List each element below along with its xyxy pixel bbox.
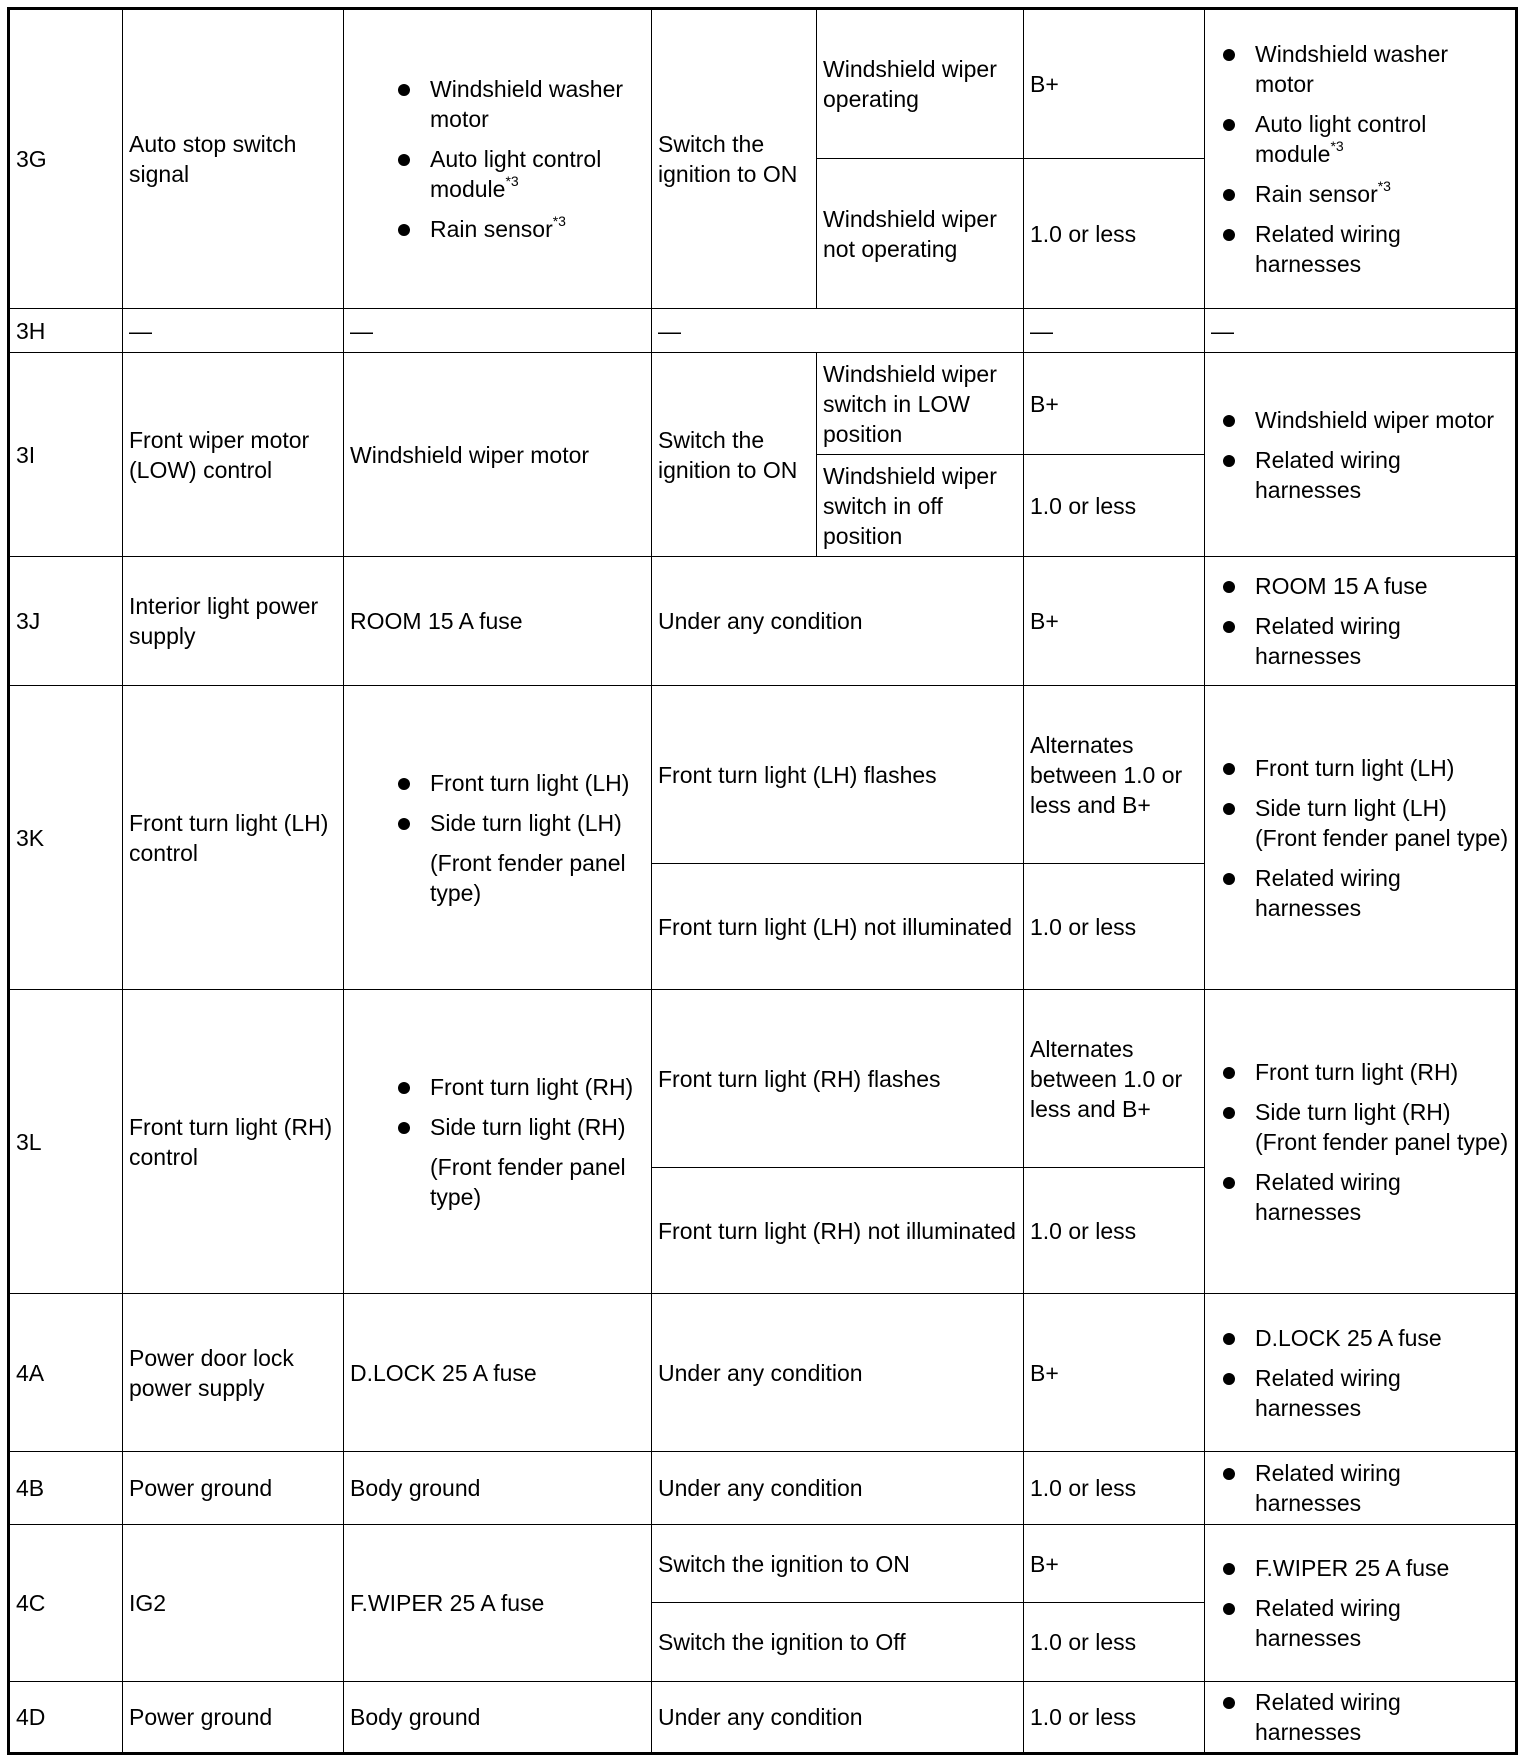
inspection-item-cell bbox=[1205, 686, 1517, 990]
connected-to-cell bbox=[344, 990, 652, 1294]
sub-condition-cell: Windshield wiper switch in off position bbox=[817, 455, 1024, 557]
connected-to-cell: — bbox=[344, 309, 652, 353]
terminal-cell: 4A bbox=[9, 1294, 123, 1452]
inspection-item-cell bbox=[1205, 1294, 1517, 1452]
list-item: Side turn light (RH) (Front fender panel type) bbox=[1211, 1097, 1509, 1157]
signal-name-cell: IG2 bbox=[123, 1525, 344, 1682]
voltage-cell: 1.0 or less bbox=[1024, 1682, 1205, 1754]
list-item: Related wiring harnesses bbox=[1211, 1167, 1509, 1227]
connected-to-cell: F.WIPER 25 A fuse bbox=[344, 1525, 652, 1682]
list-item: Front turn light (LH) bbox=[350, 768, 645, 798]
voltage-cell: B+ bbox=[1024, 557, 1205, 686]
measurement-condition-cell: Under any condition bbox=[652, 557, 1024, 686]
voltage-cell: B+ bbox=[1024, 1525, 1205, 1603]
terminal-voltage-table bbox=[7, 7, 1518, 1755]
note-text: (Front fender panel type) bbox=[430, 1153, 626, 1210]
terminal-cell: 3I bbox=[9, 353, 123, 557]
sub-condition-cell: Windshield wiper operating bbox=[817, 9, 1024, 159]
terminal-cell: 3J bbox=[9, 557, 123, 686]
sub-condition-cell: Windshield wiper switch in LOW position bbox=[817, 353, 1024, 455]
sub-condition-cell: Windshield wiper not operating bbox=[817, 159, 1024, 309]
table-row bbox=[9, 1682, 1517, 1754]
voltage-cell: 1.0 or less bbox=[1024, 1168, 1205, 1294]
measurement-condition-cell: Under any condition bbox=[652, 1682, 1024, 1754]
connected-to-cell: ROOM 15 A fuse bbox=[344, 557, 652, 686]
measurement-condition-cell: Under any condition bbox=[652, 1452, 1024, 1525]
voltage-cell: B+ bbox=[1024, 9, 1205, 159]
terminal-cell: 4B bbox=[9, 1452, 123, 1525]
list-item: Related wiring harnesses bbox=[1211, 1458, 1509, 1518]
list-item: Windshield washer motor bbox=[350, 74, 645, 134]
connected-to-cell: Body ground bbox=[344, 1452, 652, 1525]
table-row bbox=[9, 9, 1517, 159]
list-item: Rain sensor$^{*3}$ bbox=[1211, 179, 1509, 209]
list-item: Front turn light (RH) bbox=[1211, 1057, 1509, 1087]
list-item: Related wiring harnesses bbox=[1211, 1687, 1509, 1747]
voltage-cell: 1.0 or less bbox=[1024, 864, 1205, 990]
voltage-cell: 1.0 or less bbox=[1024, 1452, 1205, 1525]
list-item: F.WIPER 25 A fuse bbox=[1211, 1553, 1509, 1583]
table-row bbox=[9, 1294, 1517, 1452]
list-item: Related wiring harnesses bbox=[1211, 219, 1509, 279]
voltage-cell: — bbox=[1024, 309, 1205, 353]
inspection-item-cell bbox=[1205, 353, 1517, 557]
list-item: Related wiring harnesses bbox=[1211, 1593, 1509, 1653]
list-item: Windshield washer motor bbox=[1211, 39, 1509, 99]
list-item: Auto light control module$^{*3}$ bbox=[350, 144, 645, 204]
connected-to-cell bbox=[344, 686, 652, 990]
voltage-cell: 1.0 or less bbox=[1024, 455, 1205, 557]
measurement-condition-cell: Front turn light (LH) not illuminated bbox=[652, 864, 1024, 990]
note-text: (Front fender panel type) bbox=[430, 849, 626, 906]
voltage-cell: 1.0 or less bbox=[1024, 159, 1205, 309]
voltage-cell: 1.0 or less bbox=[1024, 1603, 1205, 1682]
connected-to-cell bbox=[344, 9, 652, 309]
inspection-item-cell bbox=[1205, 557, 1517, 686]
inspection-item-cell bbox=[1205, 1682, 1517, 1754]
terminal-cell: 3H bbox=[9, 309, 123, 353]
measurement-condition-cell: Front turn light (LH) flashes bbox=[652, 686, 1024, 864]
inspection-item-cell bbox=[1205, 990, 1517, 1294]
measurement-condition-cell: Front turn light (RH) flashes bbox=[652, 990, 1024, 1168]
signal-name-cell: Front turn light (RH) control bbox=[123, 990, 344, 1294]
measurement-condition-cell: Switch the ignition to ON bbox=[652, 1525, 1024, 1603]
list-item: Related wiring harnesses bbox=[1211, 1363, 1509, 1423]
inspection-item-cell bbox=[1205, 1525, 1517, 1682]
signal-name-cell: Power ground bbox=[123, 1452, 344, 1525]
measurement-condition-cell: — bbox=[652, 309, 1024, 353]
table-row bbox=[9, 557, 1517, 686]
list-item: Related wiring harnesses bbox=[1211, 445, 1509, 505]
signal-name-cell: Power door lock power supply bbox=[123, 1294, 344, 1452]
list-item: Auto light control module$^{*3}$ bbox=[1211, 109, 1509, 169]
terminal-cell: 3G bbox=[9, 9, 123, 309]
voltage-cell: Alternates between 1.0 or less and B+ bbox=[1024, 990, 1205, 1168]
list-item: Related wiring harnesses bbox=[1211, 611, 1509, 671]
measurement-condition-cell: Switch the ignition to Off bbox=[652, 1603, 1024, 1682]
connected-to-cell: Body ground bbox=[344, 1682, 652, 1754]
list-item: D.LOCK 25 A fuse bbox=[1211, 1323, 1509, 1353]
terminal-cell: 4D bbox=[9, 1682, 123, 1754]
terminal-cell: 3K bbox=[9, 686, 123, 990]
list-item: Windshield wiper motor bbox=[1211, 405, 1509, 435]
table-row bbox=[9, 309, 1517, 353]
terminal-cell: 4C bbox=[9, 1525, 123, 1682]
signal-name-cell: Front wiper motor (LOW) control bbox=[123, 353, 344, 557]
signal-name-cell: — bbox=[123, 309, 344, 353]
list-item: Side turn light (LH) (Front fender panel type) bbox=[1211, 793, 1509, 853]
list-item: Front turn light (RH) bbox=[350, 1072, 645, 1102]
table-row bbox=[9, 1452, 1517, 1525]
measurement-condition-cell: Front turn light (RH) not illuminated bbox=[652, 1168, 1024, 1294]
list-item: Side turn light (RH) bbox=[350, 1112, 645, 1142]
list-item: Rain sensor$^{*3}$ bbox=[350, 214, 645, 244]
inspection-item-cell: — bbox=[1205, 309, 1517, 353]
table-row bbox=[9, 686, 1517, 864]
signal-name-cell: Auto stop switch signal bbox=[123, 9, 344, 309]
table-row bbox=[9, 990, 1517, 1168]
signal-name-cell: Front turn light (LH) control bbox=[123, 686, 344, 990]
signal-name-cell: Interior light power supply bbox=[123, 557, 344, 686]
terminal-cell: 3L bbox=[9, 990, 123, 1294]
measurement-condition-cell: Under any condition bbox=[652, 1294, 1024, 1452]
measurement-condition-cell: Switch the ignition to ON bbox=[652, 353, 817, 557]
voltage-cell: Alternates between 1.0 or less and B+ bbox=[1024, 686, 1205, 864]
table-row bbox=[9, 353, 1517, 455]
list-item: Side turn light (LH) bbox=[350, 808, 645, 838]
list-item: ROOM 15 A fuse bbox=[1211, 571, 1509, 601]
connected-to-cell: D.LOCK 25 A fuse bbox=[344, 1294, 652, 1452]
list-item: Related wiring harnesses bbox=[1211, 863, 1509, 923]
voltage-cell: B+ bbox=[1024, 1294, 1205, 1452]
connected-to-cell: Windshield wiper motor bbox=[344, 353, 652, 557]
table-row bbox=[9, 1525, 1517, 1603]
inspection-item-cell bbox=[1205, 1452, 1517, 1525]
signal-name-cell: Power ground bbox=[123, 1682, 344, 1754]
measurement-condition-cell: Switch the ignition to ON bbox=[652, 9, 817, 309]
inspection-item-cell bbox=[1205, 9, 1517, 309]
voltage-cell: B+ bbox=[1024, 353, 1205, 455]
list-item: Front turn light (LH) bbox=[1211, 753, 1509, 783]
